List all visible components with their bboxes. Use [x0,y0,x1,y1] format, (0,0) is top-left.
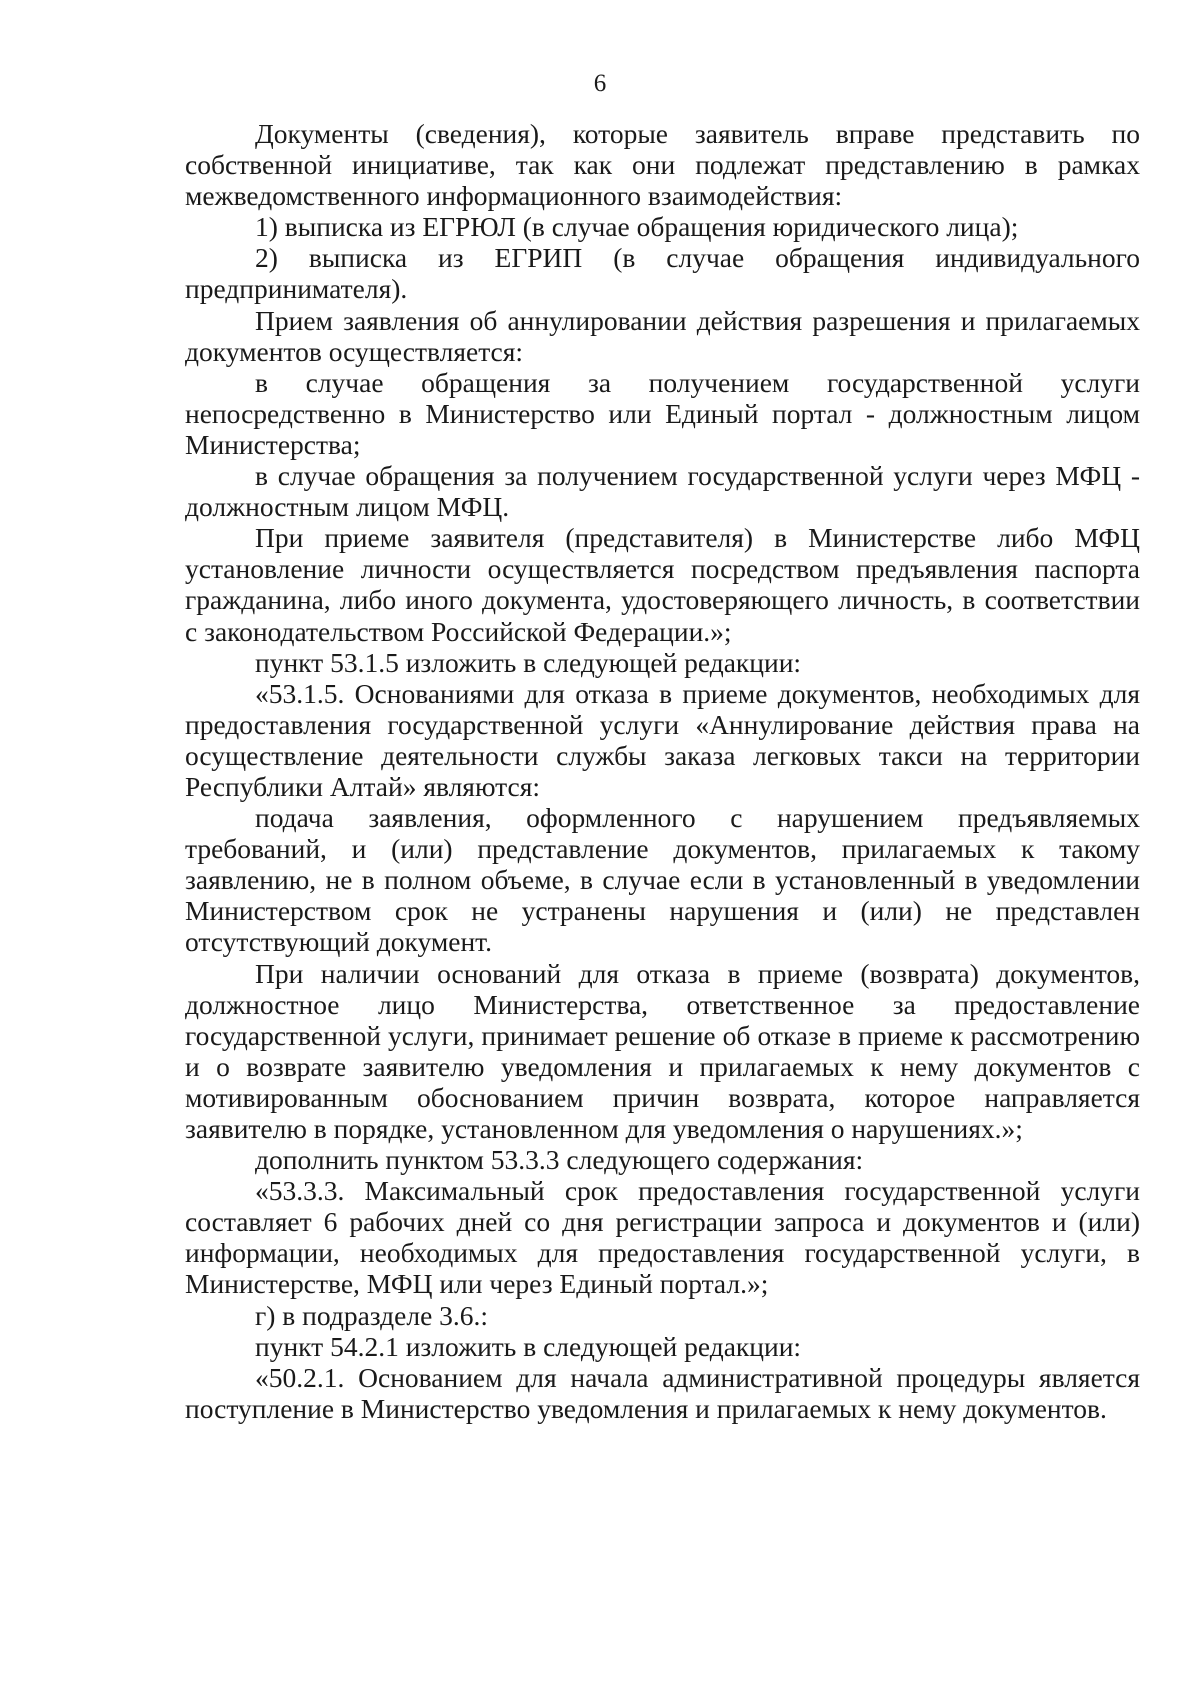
paragraph-mfc-case: в случае обращения за получением государственной услуги через МФЦ - должностным лицом МФЦ. [185,460,1140,523]
paragraph-clause-53-1-5: «53.1.5. Основаниями для отказа в приеме документов, необходимых для предоставления государственной услуги «Аннулирование действия права на осуществление деятельности службы заказа легковых такси на территории Республики Алтай» являются: [185,677,1140,802]
paragraph-clause-53-1-5-intro: пункт 53.1.5 изложить в следующей редакции: [255,646,802,678]
list-item-egrul: 1) выписка из ЕГРЮЛ (в случае обращения юридического лица); [255,211,1019,243]
paragraph-application-reception: Прием заявления об аннулировании действия разрешения и прилагаемых документов осуществляется: [185,304,1140,367]
list-item-egrip: 2) выписка из ЕГРИП (в случае обращения индивидуального предпринимателя). [185,242,1140,305]
page-number: 6 [593,70,607,97]
paragraph-identity-verification: При приеме заявителя (представителя) в Министерстве либо МФЦ установление личности осуществляется посредством предъявления паспорта гражданина, либо иного документа, удостоверяющего личность, в соответствии с законодательством Российской Федерации.»; [185,522,1140,647]
paragraph-clause-53-3-3-intro: дополнить пунктом 53.3.3 следующего содержания: [255,1144,864,1176]
paragraph-ministry-case: в случае обращения за получением государственной услуги непосредственно в Министерство или Единый портал - должностным лицом Министерства; [185,366,1140,460]
paragraph-refusal-grounds: подача заявления, оформленного с нарушением предъявляемых требований, и (или) представление документов, прилагаемых к такому заявлению, не в полном объеме, в случае если в установленный в уведомлении Министерством срок не устранены нарушения и (или) не представлен отсутствующий документ. [185,802,1140,958]
paragraph-clause-50-2-1: «50.2.1. Основанием для начала административной процедуры является поступление в Министерство уведомления и прилагаемых к нему документов. [185,1361,1140,1424]
paragraph-subsection-3-6: г) в подразделе 3.6.: [255,1299,489,1331]
document-body [185,118,1140,1424]
paragraph-refusal-procedure: При наличии оснований для отказа в приеме (возврата) документов, должностное лицо Министерства, ответственное за предоставление государственной услуги, принимает решение об отказе в приеме к рассмотрению и о возврате заявителю уведомления и прилагаемых к нему документов с мотивированным обоснованием причин возврата, которое направляется заявителю в порядке, установленном для уведомления о нарушениях.»; [185,957,1140,1144]
paragraph-clause-53-3-3: «53.3.3. Максимальный срок предоставления государственной услуги составляет 6 рабочих дней со дня регистрации запроса и документов и (или) информации, необходимых для предоставления государственной услуги, в Министерстве, МФЦ или через Единый портал.»; [185,1175,1140,1300]
paragraph-intro-documents: Документы (сведения), которые заявитель вправе представить по собственной инициативе, так как они подлежат представлению в рамках межведомственного информационного взаимодействия: [185,118,1140,212]
paragraph-clause-54-2-1-intro: пункт 54.2.1 изложить в следующей редакции: [255,1330,802,1362]
